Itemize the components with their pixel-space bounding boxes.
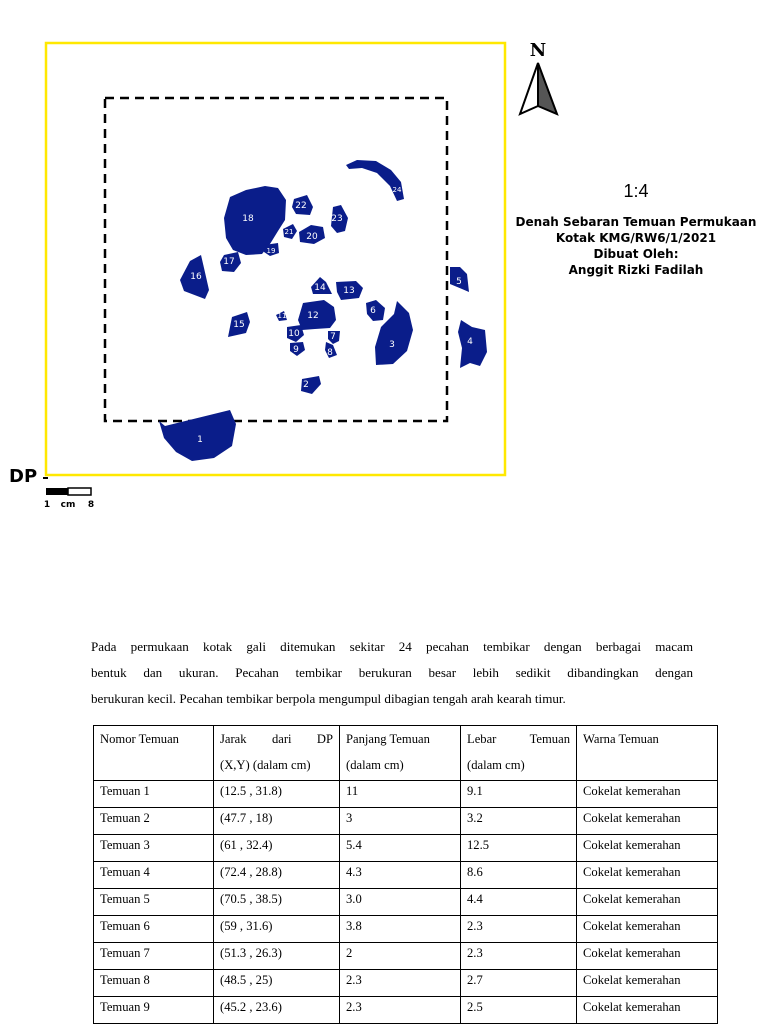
excavation-box-dashed — [105, 98, 447, 421]
find-label-9: 9 — [293, 345, 299, 355]
find-label-7: 7 — [330, 332, 336, 342]
table-header-row — [94, 726, 718, 781]
cell-color: Cokelat kemerahan — [577, 862, 718, 889]
paragraph-line: bentuk dan ukuran. Pecahan tembikar berukuran besar lebih sedikit dibandingkan dengan — [91, 665, 693, 680]
finds-table — [93, 725, 718, 1024]
map-author-heading: Dibuat Oleh: — [593, 247, 679, 261]
cell-color: Cokelat kemerahan — [577, 889, 718, 916]
cell-distance: (61 , 32.4) — [214, 835, 340, 862]
find-label-8: 8 — [327, 348, 333, 358]
find-label-4: 4 — [467, 337, 473, 347]
find-label-24: 24 — [392, 186, 402, 194]
find-label-13: 13 — [343, 286, 355, 296]
cell-distance: (48.5 , 25) — [214, 970, 340, 997]
cell-distance: (51.3 , 26.3) — [214, 943, 340, 970]
find-label-18: 18 — [242, 214, 254, 224]
cell-length: 3.8 — [340, 916, 461, 943]
header-color: Warna Temuan — [577, 726, 718, 781]
table-row — [94, 997, 718, 1024]
find-label-1: 1 — [197, 435, 203, 445]
table-row — [94, 970, 718, 997]
table-row — [94, 889, 718, 916]
cell-length: 3.0 — [340, 889, 461, 916]
cell-find-number: Temuan 9 — [94, 997, 214, 1024]
cell-find-number: Temuan 5 — [94, 889, 214, 916]
cell-width: 4.4 — [461, 889, 577, 916]
map-author-name: Anggit Rizki Fadilah — [568, 263, 704, 277]
find-label-10: 10 — [288, 329, 300, 339]
datum-point-label: DP — [9, 466, 38, 487]
find-label-5: 5 — [456, 277, 462, 287]
cell-width: 3.2 — [461, 808, 577, 835]
scale-bar-left-label: 1 — [43, 500, 51, 510]
cell-width: 8.6 — [461, 862, 577, 889]
paragraph-line: berukuran kecil. Pecahan tembikar berpola mengumpul dibagian tengah arah kearah timur. — [91, 691, 566, 706]
cell-color: Cokelat kemerahan — [577, 970, 718, 997]
find-label-6: 6 — [370, 306, 376, 316]
scale-bar — [44, 488, 94, 510]
cell-distance: (72.4 , 28.8) — [214, 862, 340, 889]
find-label-21: 21 — [284, 228, 294, 236]
north-arrow-right-icon — [538, 63, 557, 114]
cell-find-number: Temuan 7 — [94, 943, 214, 970]
cell-color: Cokelat kemerahan — [577, 997, 718, 1024]
table-row — [94, 943, 718, 970]
cell-width: 2.3 — [461, 943, 577, 970]
cell-color: Cokelat kemerahan — [577, 808, 718, 835]
cell-color: Cokelat kemerahan — [577, 916, 718, 943]
find-label-20: 20 — [306, 232, 318, 242]
find-label-17: 17 — [223, 257, 235, 267]
map-box-code: Kotak KMG/RW6/1/2021 — [555, 231, 717, 245]
cell-color: Cokelat kemerahan — [577, 781, 718, 808]
cell-width: 2.5 — [461, 997, 577, 1024]
scale-bar-dark — [46, 488, 68, 495]
header-find-number: Nomor Temuan — [94, 726, 214, 781]
north-arrow-left-icon — [520, 63, 538, 114]
finds-table-body — [94, 781, 718, 1024]
cell-length: 3 — [340, 808, 461, 835]
cell-length: 2.3 — [340, 997, 461, 1024]
header-length: Panjang Temuan (dalam cm) — [340, 726, 461, 781]
cell-width: 12.5 — [461, 835, 577, 862]
description-paragraph — [91, 634, 693, 712]
header-width: Lebar Temuan (dalam cm) — [461, 726, 577, 781]
cell-distance: (12.5 , 31.8) — [214, 781, 340, 808]
scale-bar-right-label: 8 — [87, 500, 95, 510]
header-distance: Jarak dari DP (X,Y) (dalam cm) — [214, 726, 340, 781]
survey-box-outline — [46, 43, 505, 475]
cell-width: 9.1 — [461, 781, 577, 808]
find-label-3: 3 — [389, 340, 395, 350]
map-scale-ratio: 1:4 — [623, 181, 649, 201]
find-shape-24 — [346, 160, 404, 201]
table-row — [94, 781, 718, 808]
cell-find-number: Temuan 2 — [94, 808, 214, 835]
cell-distance: (59 , 31.6) — [214, 916, 340, 943]
cell-distance: (47.7 , 18) — [214, 808, 340, 835]
cell-length: 2 — [340, 943, 461, 970]
cell-find-number: Temuan 1 — [94, 781, 214, 808]
cell-color: Cokelat kemerahan — [577, 835, 718, 862]
find-label-15: 15 — [233, 320, 245, 330]
north-arrow — [520, 40, 557, 114]
find-label-22: 22 — [295, 201, 307, 211]
cell-width: 2.7 — [461, 970, 577, 997]
table-row — [94, 835, 718, 862]
find-label-11: 11 — [277, 312, 287, 320]
table-row — [94, 916, 718, 943]
cell-find-number: Temuan 6 — [94, 916, 214, 943]
cell-length: 11 — [340, 781, 461, 808]
find-label-12: 12 — [307, 311, 319, 321]
map-title: Denah Sebaran Temuan Permukaan — [515, 215, 757, 229]
cell-find-number: Temuan 8 — [94, 970, 214, 997]
find-label-14: 14 — [314, 283, 326, 293]
cell-width: 2.3 — [461, 916, 577, 943]
scale-bar-unit-label: cm — [60, 500, 76, 510]
table-row — [94, 862, 718, 889]
cell-distance: (70.5 , 38.5) — [214, 889, 340, 916]
table-row — [94, 808, 718, 835]
find-label-16: 16 — [190, 272, 202, 282]
cell-find-number: Temuan 3 — [94, 835, 214, 862]
find-shapes — [159, 160, 487, 461]
cell-length: 4.3 — [340, 862, 461, 889]
paragraph-line: Pada permukaan kotak gali ditemukan sekitar 24 pecahan tembikar dengan berbagai macam — [91, 639, 693, 654]
cell-length: 2.3 — [340, 970, 461, 997]
find-label-19: 19 — [266, 247, 276, 255]
north-label: N — [529, 40, 547, 61]
scale-bar-light — [68, 488, 91, 495]
find-label-2: 2 — [303, 380, 309, 390]
cell-color: Cokelat kemerahan — [577, 943, 718, 970]
cell-distance: (45.2 , 23.6) — [214, 997, 340, 1024]
find-label-23: 23 — [331, 214, 343, 224]
cell-length: 5.4 — [340, 835, 461, 862]
cell-find-number: Temuan 4 — [94, 862, 214, 889]
